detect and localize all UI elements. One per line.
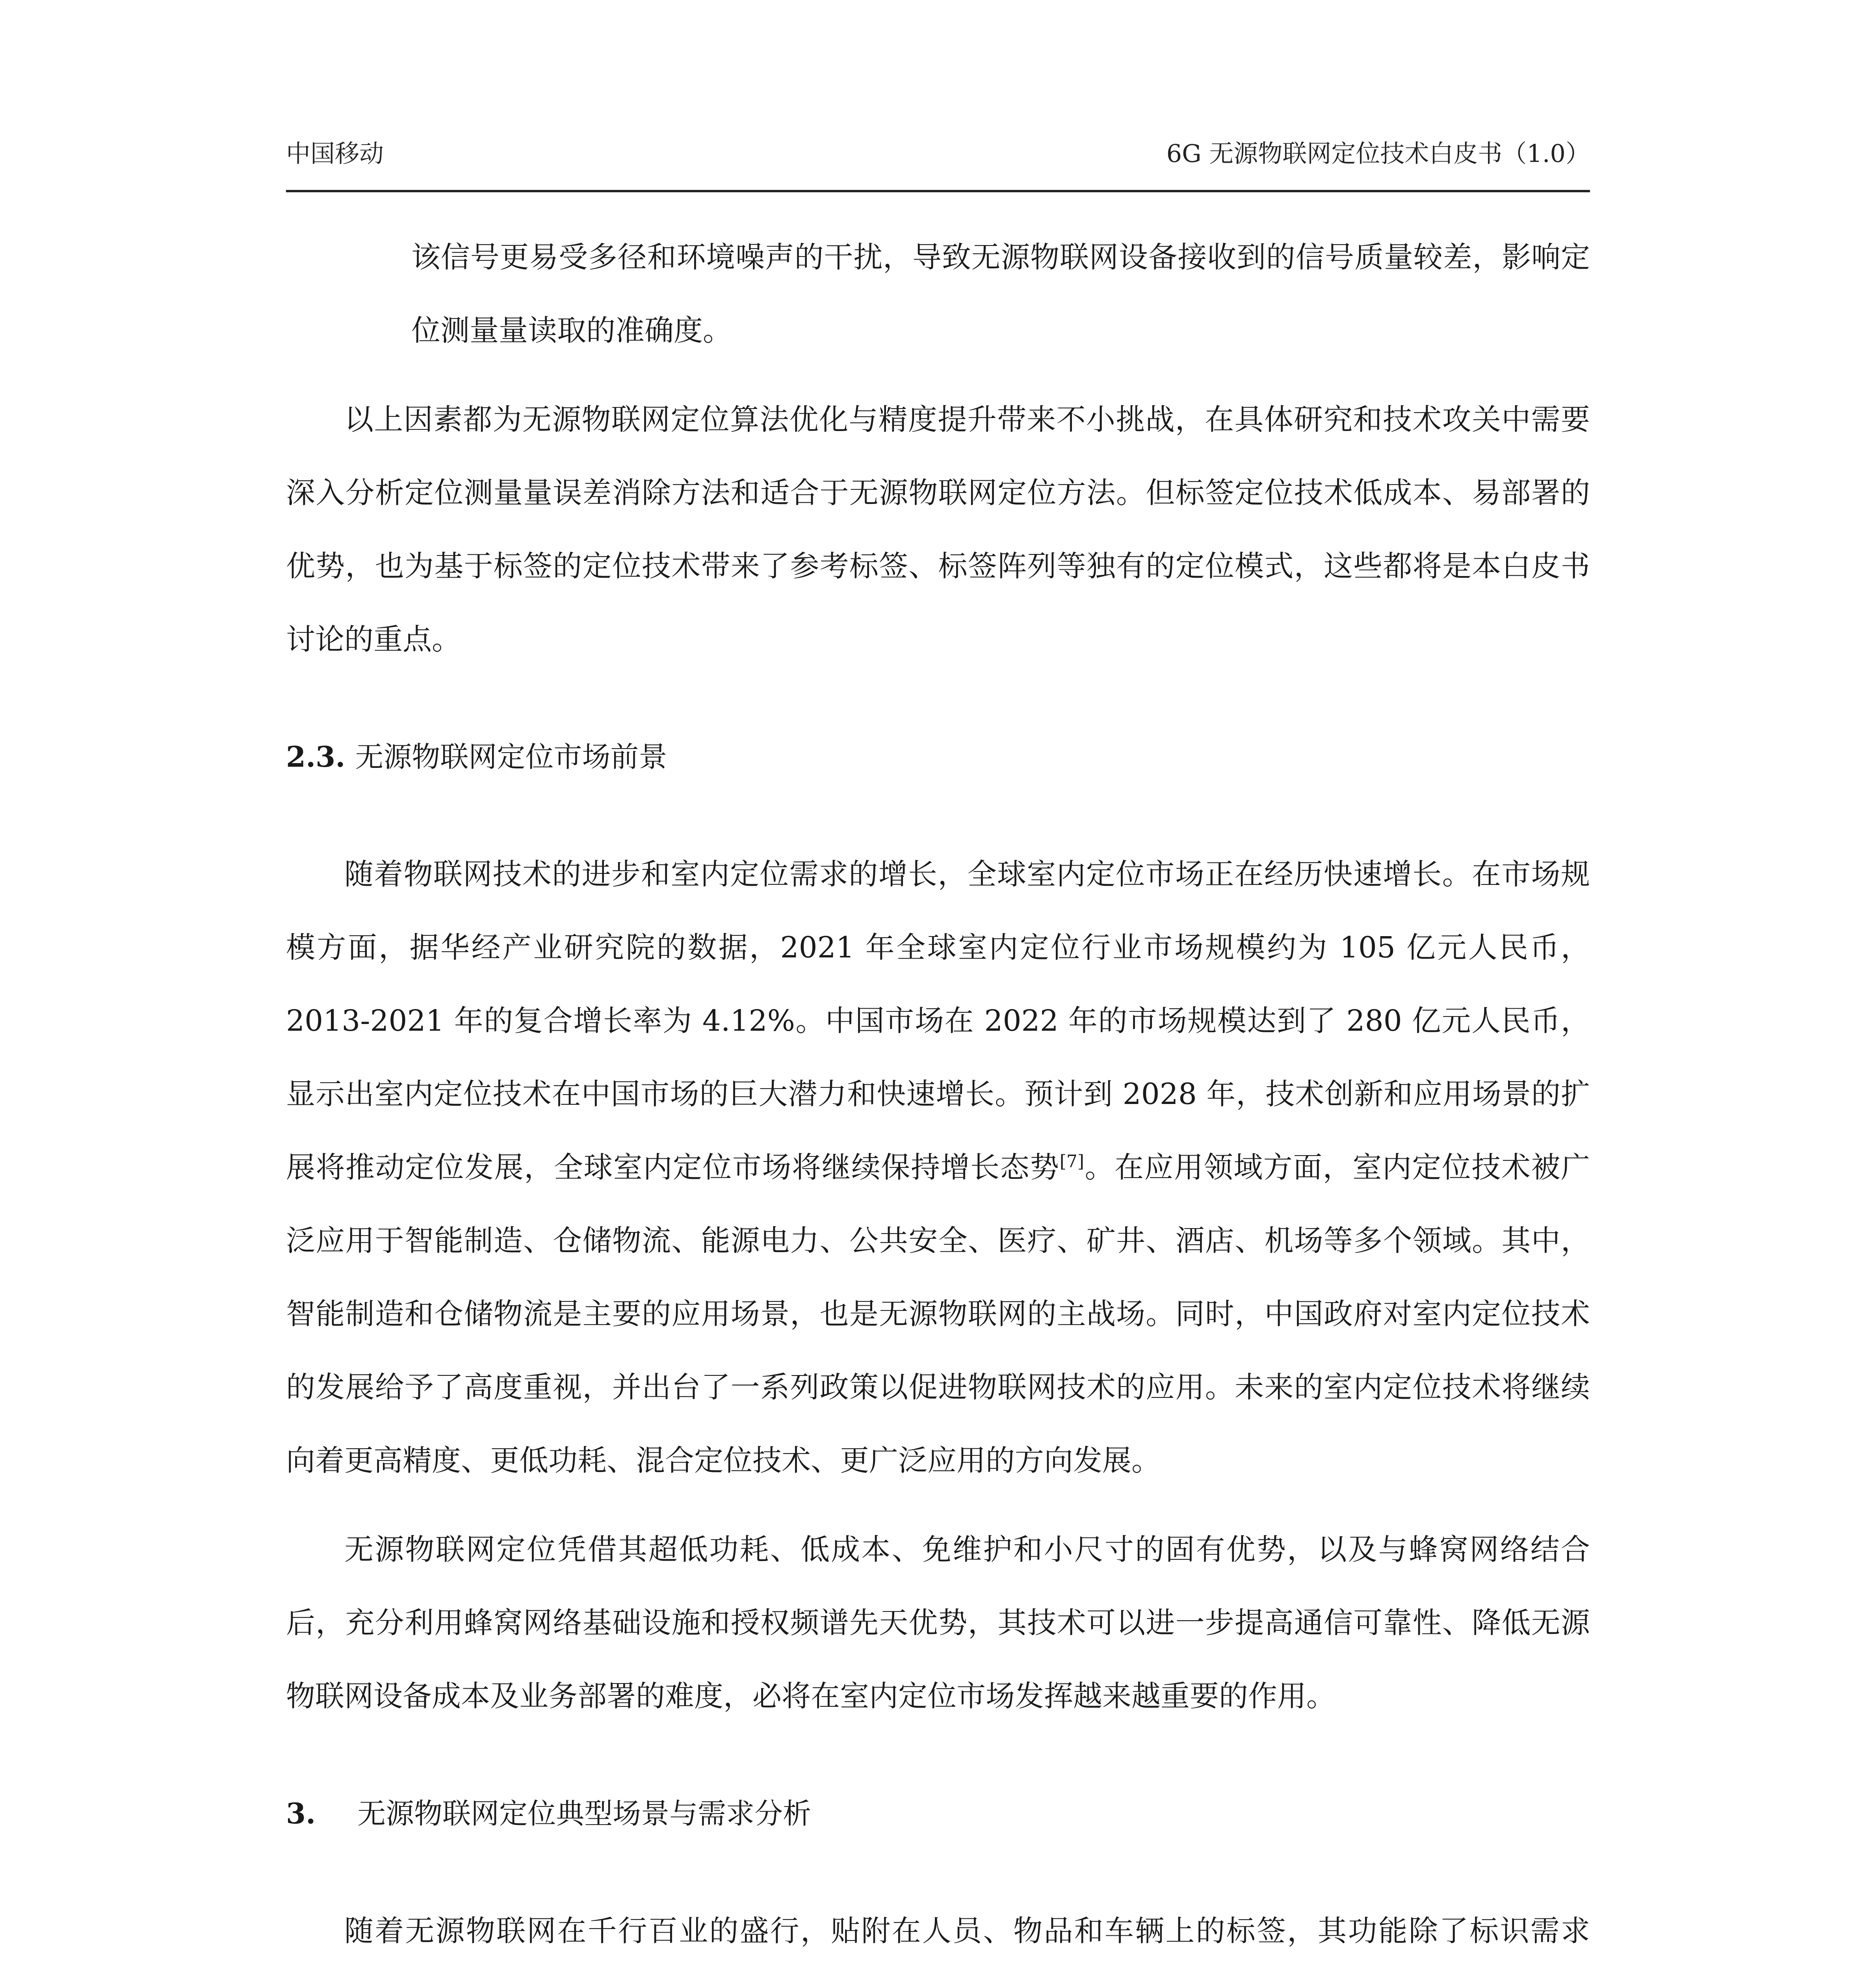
section-2-3-title: 无源物联网定位市场前景 [355,740,667,773]
section-2-3-paragraph-1 [286,838,1590,1497]
section-3-title: 无源物联网定位典型场景与需求分析 [357,1797,812,1830]
continuation-paragraph: 该信号更易受多径和环境噪声的干扰，导致无源物联网设备接收到的信号质量较差，影响定位测量量读取的准确度。 [411,240,1590,348]
section-2-3-paragraph-2: 无源物联网定位凭借其超低功耗、低成本、免维护和小尺寸的固有优势，以及与蜂窝网络结合后，充分利用蜂窝网络基础设施和授权频谱先天优势，其技术可以进一步提高通信可靠性、降低无源物联网设备成本及业务部署的难度，必将在室内定位市场发挥越来越重要的作用。 [286,1533,1590,1713]
section-2-3-heading [286,735,1590,779]
paragraph-text: 随着物联网技术的进步和室内定位需求的增长，全球室内定位市场正在经历快速增长。在市场规模方面，据华经产业研究院的数据，2021 年全球室内定位行业市场规模约为 105 亿元人民币，2013-2021 年的复合增长率为 4.12%。中国市场在 2022 年的市场规模达到了 280 亿元人民币，显示出室内定位技术在中国市场的巨大潜力和快速增长。预计到 2028 年，技术创新和应用场景的扩展将推动定位发展，全球室内定位市场将继续保持增长态势 [286,857,1590,1184]
intro-paragraph: 以上因素都为无源物联网定位算法优化与精度提升带来不小挑战，在具体研究和技术攻关中需要深入分析定位测量量误差消除方法和适合于无源物联网定位方法。但标签定位技术低成本、易部署的优势，也为基于标签的定位技术带来了参考标签、标签阵列等独有的定位模式，这些都将是本白皮书讨论的重点。 [286,403,1590,656]
page-body [286,221,1590,1970]
section-3-paragraph-1: 随着无源物联网在千行百业的盛行，贴附在人员、物品和车辆上的标签，其功能除了标识需求 [344,1914,1590,1948]
citation-ref: [7] [1059,1151,1085,1172]
section-3-number: 3. [286,1797,316,1830]
section-2-3-number: 2.3. [286,740,345,773]
page-header [286,130,1590,177]
paragraph-text: 。在应用领域方面，室内定位技术被广泛应用于智能制造、仓储物流、能源电力、公共安全、医疗、矿井、酒店、机场等多个领域。其中，智能制造和仓储物流是主要的应用场景，也是无源物联网的主战场。同时，中国政府对室内定位技术的发展给予了高度重视，并出台了一系列政策以促进物联网技术的应用。未来的室内定位技术将继续向着更高精度、更低功耗、混合定位技术、更广泛应用的方向发展。 [286,1150,1590,1478]
header-org: 中国移动 [286,139,384,168]
header-divider [286,190,1590,192]
section-3-heading [286,1792,1590,1835]
header-doc-title: 6G 无源物联网定位技术白皮书（1.0） [1166,139,1590,168]
